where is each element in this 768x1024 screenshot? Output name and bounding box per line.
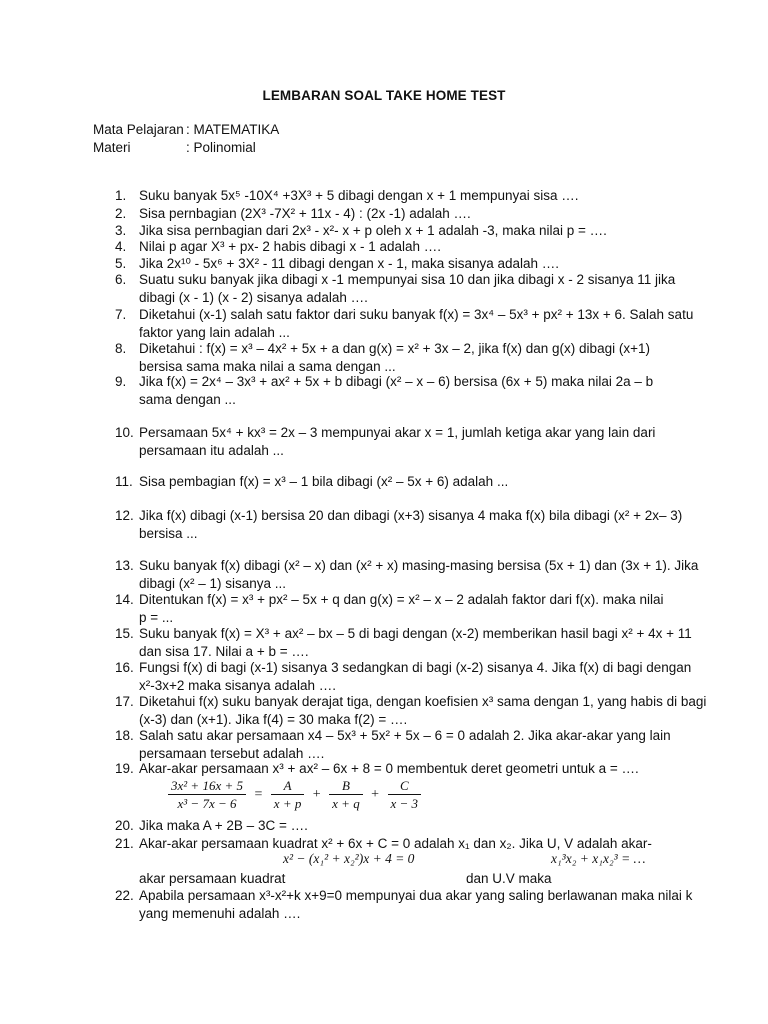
question-text	[139, 238, 675, 256]
q20-lhs-numerator: 3x² + 16x + 5	[168, 777, 246, 795]
topic-row	[93, 140, 256, 155]
q21-line2-left: akar persamaan kuadrat	[139, 871, 286, 886]
question-number: 13.	[115, 558, 134, 573]
question-text	[139, 271, 675, 306]
question-line: Akar-akar persamaan x³ + ax² – 6x + 8 = 0 membentuk deret geometri untuk a = ….	[139, 761, 639, 776]
question-line: bersisa ...	[139, 525, 198, 541]
question-text	[139, 887, 693, 922]
question-text	[139, 727, 675, 762]
question-number: 20.	[115, 818, 134, 833]
q20-term-a	[271, 777, 305, 812]
question-line: Sisa pernbagian (2X³ -7X² + 11x - 4) : (2x -1) adalah ….	[139, 206, 471, 221]
question-line: Apabila persamaan x³-x²+k x+9=0 mempunyai dua akar yang saling berlawanan maka nilai k	[139, 888, 693, 903]
question-number: 16.	[115, 660, 134, 675]
question-text	[139, 187, 675, 205]
topic-value: : Polinomial	[186, 140, 256, 155]
question-line: Suku banyak f(x) = X³ + ax² – bx – 5 di bagi dengan (x-2) memberikan hasil bagi x² + 4x + 11	[139, 626, 692, 641]
question-line: persamaan tersebut adalah ….	[139, 745, 325, 761]
q20-term-c-denominator: x − 3	[390, 796, 419, 811]
topic-label: Materi	[93, 140, 131, 155]
question-line: Jika sisa pernbagian dari 2x³ - x²- x + p oleh x + 1 adalah -3, maka nilai p = ….	[139, 223, 607, 238]
question-number: 10.	[115, 425, 134, 440]
question-number: 19.	[115, 761, 134, 776]
question-text	[139, 373, 675, 408]
question-number: 4.	[115, 239, 127, 254]
question-number: 3.	[115, 223, 127, 238]
question-line: dibagi (x² – 1) sisanya ...	[139, 575, 287, 591]
question-text	[139, 659, 692, 694]
question-line: persamaan itu adalah ...	[139, 442, 284, 458]
question-line: Ditentukan f(x) = x³ + px² – 5x + q dan g(x) = x² – x – 2 adalah faktor dari f(x). maka nilai	[139, 592, 664, 607]
q20-term-b	[329, 777, 363, 812]
question-line: Nilai p agar X³ + px- 2 habis dibagi x - 1 adalah ….	[139, 239, 442, 254]
question-number: 22.	[115, 888, 134, 903]
question-text	[139, 760, 675, 778]
question-line: Jika maka A + 2B – 3C = ….	[139, 818, 308, 833]
question-number: 8.	[115, 341, 127, 356]
question-line: Suatu suku banyak jika dibagi x -1 mempunyai sisa 10 dan jika dibagi x - 2 sisanya 11 jika	[139, 272, 676, 287]
question-line: Salah satu akar persamaan x4 – 5x³ + 5x² + 5x – 6 = 0 adalah 2. Jika akar-akar yang lain	[139, 728, 671, 743]
question-number: 5.	[115, 256, 127, 271]
q20-formula	[166, 777, 423, 817]
q20-equals: =	[254, 786, 263, 802]
q21-formula-right: x₁³x₂ + x₁x₂³ = …	[551, 851, 646, 866]
question-line: Diketahui : f(x) = x³ – 4x² + 5x + a dan g(x) = x² + 3x – 2, jika f(x) dan g(x) dibagi (x+1)	[139, 341, 650, 356]
question-line: faktor yang lain adalah ...	[139, 324, 290, 340]
question-text	[139, 835, 675, 853]
q21-formula-mid: x² − (x₁² + x₂²)x + 4 = 0	[283, 851, 415, 866]
question-text	[139, 473, 675, 491]
q20-term-c	[388, 777, 422, 812]
question-number: 12.	[115, 508, 134, 523]
question-text	[139, 205, 675, 223]
q20-lhs-denominator: x³ − 7x − 6	[177, 796, 237, 811]
question-text	[139, 557, 699, 592]
question-number: 9.	[115, 374, 127, 389]
question-line: Diketahui (x-1) salah satu faktor dari suku banyak f(x) = 3x⁴ – 5x³ + px² + 13x + 6. Salah satu	[139, 307, 694, 322]
question-line: dan sisa 17. Nilai a + b = ….	[139, 643, 309, 659]
question-line: (x-3) dan (x+1). Jika f(4) = 30 maka f(2) = ….	[139, 711, 408, 727]
q20-plus-2: +	[371, 786, 380, 802]
subject-label: Mata Pelajaran	[93, 122, 184, 137]
q20-term-a-denominator: x + p	[273, 796, 302, 811]
question-line: Suku banyak f(x) dibagi (x² – x) dan (x² + x) masing-masing bersisa (5x + 1) dan (3x + 1). Jika	[139, 558, 699, 573]
q21-line2-right: dan U.V maka	[466, 871, 552, 886]
question-number: 7.	[115, 307, 127, 322]
q20-term-b-denominator: x + q	[332, 796, 360, 811]
question-number: 1.	[115, 188, 127, 203]
question-line: sama dengan ...	[139, 391, 236, 407]
question-number: 18.	[115, 728, 134, 743]
question-line: dibagi (x - 1) (x - 2) sisanya adalah ….	[139, 289, 368, 305]
question-line: bersisa sama maka nilai a sama dengan ...	[139, 358, 396, 374]
question-number: 15.	[115, 626, 134, 641]
question-line: Suku banyak 5x⁵ -10X⁴ +3X³ + 5 dibagi dengan x + 1 mempunyai sisa ….	[139, 188, 579, 203]
question-text	[139, 693, 707, 728]
q20-plus-1: +	[312, 786, 321, 802]
question-text	[139, 424, 675, 459]
question-line: Sisa pembagian f(x) = x³ – 1 bila dibagi (x² – 5x + 6) adalah ...	[139, 474, 509, 489]
question-line: yang memenuhi adalah ….	[139, 905, 301, 921]
question-number: 14.	[115, 592, 134, 607]
question-number: 21.	[115, 836, 134, 851]
q20-term-b-numerator: B	[329, 777, 363, 795]
question-line: Fungsi f(x) di bagi (x-1) sisanya 3 sedangkan di bagi (x-2) sisanya 4. Jika f(x) di bagi dengan	[139, 660, 692, 675]
subject-row	[93, 122, 279, 137]
subject-value: : MATEMATIKA	[186, 122, 280, 137]
question-number: 6.	[115, 272, 127, 287]
question-text	[139, 507, 683, 542]
question-line: Jika f(x) = 2x⁴ – 3x³ + ax² + 5x + b dibagi (x² – x – 6) bersisa (6x + 5) maka nilai 2a – b	[139, 374, 654, 389]
question-line: p = ...	[139, 609, 174, 625]
question-line: Diketahui f(x) suku banyak derajat tiga, dengan koefisien x³ sama dengan 1, yang habis di bagi	[139, 694, 707, 709]
q20-lhs-fraction	[168, 777, 246, 812]
document-title: LEMBARAN SOAL TAKE HOME TEST	[262, 88, 506, 103]
question-number: 11.	[115, 474, 133, 489]
question-number: 17.	[115, 694, 134, 709]
question-line: Jika 2x¹⁰ - 5x⁶ + 3X² - 11 dibagi dengan x - 1, maka sisanya adalah ….	[139, 256, 560, 271]
question-line: Persamaan 5x⁴ + kx³ = 2x – 3 mempunyai akar x = 1, jumlah ketiga akar yang lain dari	[139, 425, 656, 440]
question-text	[139, 625, 692, 660]
question-text	[139, 222, 675, 240]
question-text	[139, 340, 675, 375]
question-line: Akar-akar persamaan kuadrat x² + 6x + C = 0 adalah x₁ dan x₂. Jika U, V adalah akar-	[139, 836, 652, 851]
question-text	[139, 306, 694, 341]
q20-term-a-numerator: A	[271, 777, 305, 795]
question-text	[139, 817, 675, 835]
question-line: Jika f(x) dibagi (x-1) bersisa 20 dan dibagi (x+3) sisanya 4 maka f(x) bila dibagi (x² + 2x– 3)	[139, 508, 683, 523]
question-text	[139, 255, 675, 273]
question-line: x²-3x+2 maka sisanya adalah ….	[139, 677, 336, 693]
question-text	[139, 591, 675, 626]
q20-term-c-numerator: C	[388, 777, 422, 795]
question-number: 2.	[115, 206, 127, 221]
